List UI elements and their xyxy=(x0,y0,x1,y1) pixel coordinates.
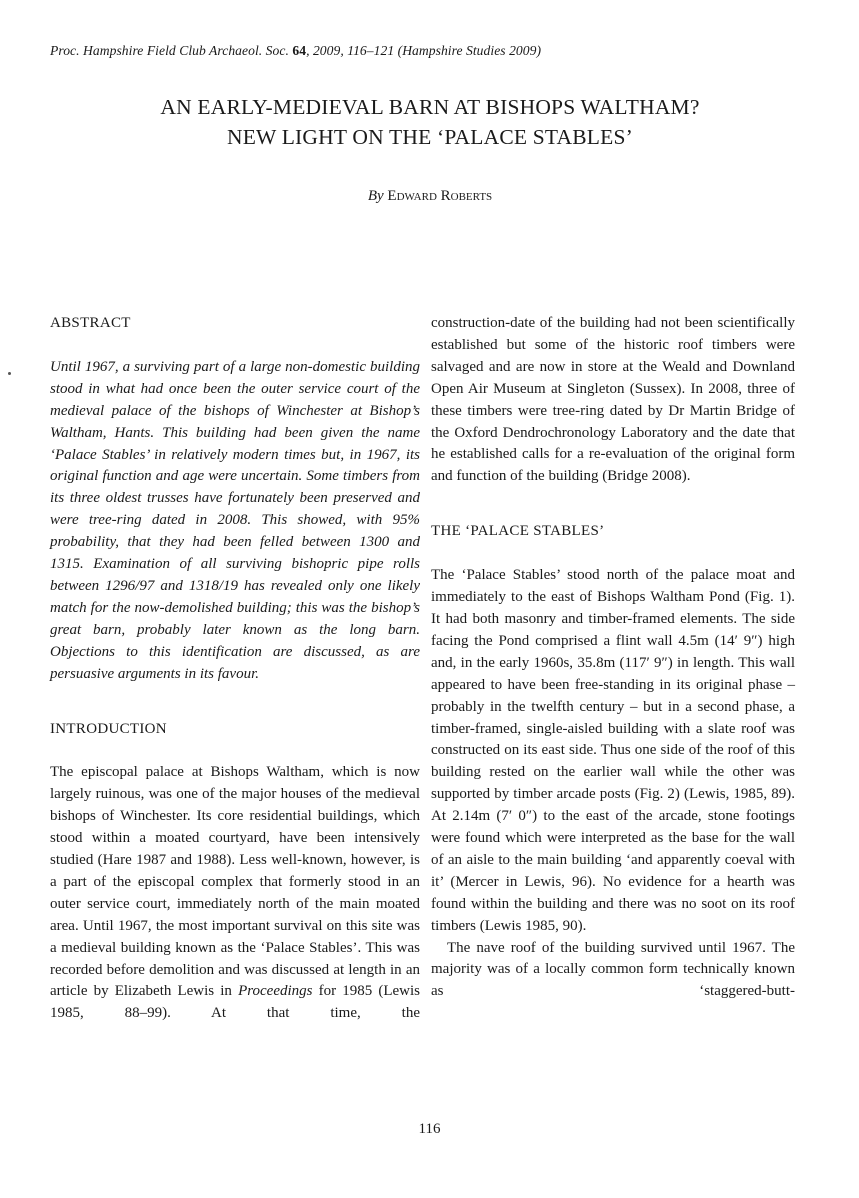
palace-stables-heading: THE ‘PALACE STABLES’ xyxy=(431,523,605,540)
margin-mark xyxy=(8,372,11,375)
byline xyxy=(60,188,800,205)
intro-text-end: for 1985 (Lewis 1985, 88–99). At that time, the xyxy=(50,983,420,1022)
byline-by: By xyxy=(367,188,384,204)
abstract-text: Until 1967, a surviving part of a large non-domestic building stood in what had once been the outer service court of the medieval palace of the bishops of Winchester at Bishop’s Waltham, Hants. This building had been given the name ‘Palace Stables’ in relatively modern times but, in 1967, its original function and age were uncertain. Some timbers from its three oldest trusses have fortunately been preserved and were tree-ring dated in 2008. This showed, with 95% probability, that they had been felled between 1300 and 1315. Examination of all surviving bishopric pipe rolls between 1296/97 and 1318/19 has revealed only one likely match for the now-demolished building; this was the bishop’s great barn, probably later known as the long barn. Objections to this identification are discussed, as are persuasive arguments in its favour. xyxy=(50,358,420,682)
volume-number: 64 xyxy=(292,43,307,58)
introduction-paragraph xyxy=(50,762,420,1025)
journal-name: Proc. Hampshire Field Club Archaeol. Soc. xyxy=(50,43,289,58)
title-line-2: NEW LIGHT ON THE ‘PALACE STABLES’ xyxy=(226,125,633,149)
journal-reference: Proceedings xyxy=(238,983,313,1000)
palace-stables-paragraph-1: The ‘Palace Stables’ stood north of the palace moat and immediately to the east of Bishops Waltham Pond (Fig. 1). It had both masonry and timber-framed elements. The side facing the Pond comprised a flint wall 4.5m (14′ 9″) high and, in the early 1960s, 35.8m (117′ 9″) in length. This wall appeared to have been free-standing in its original phase – probably in the twelfth century – but in a second phase, a timber-framed, single-aisled building with a slate roof was constructed on its east side. Thus one side of the roof of this building rested on the earlier wall while the other was supported by timber arcade posts (Fig. 2) (Lewis, 1985, 89). At 2.14m (7′ 0″) to the east of the arcade, stone footings were found which were interpreted as the base for the wall of an aisle to the main building ‘and apparently coeval with it’ (Mercer in Lewis, 96). No evidence for a hearth was found within the building and there was no soot on its roof timbers (Lewis 1985, 90). xyxy=(431,567,795,934)
journal-details: , 2009, 116–121 (Hampshire Studies 2009) xyxy=(306,43,542,58)
introduction-continued: construction-date of the building had not been scientifically established but some of the historic roof timbers were salvaged and are now in store at the Weald and Downland Open Air Museum at Singleton (Sussex). In 2008, three of these timbers were tree-ring dated by Dr Martin Bridge of the Oxford Dendrochronology Laboratory and the date that he established calls for a re-evaluation of the original form and function of the building (Bridge 2008). xyxy=(431,315,795,485)
author-name: Edward Roberts xyxy=(387,188,493,204)
left-column xyxy=(50,313,420,1025)
title-line-1: AN EARLY-MEDIEVAL BARN AT BISHOPS WALTHAM? xyxy=(160,95,700,119)
intro-text-start: The episcopal palace at Bishops Waltham, which is now largely ruinous, was one of the major houses of the medieval bishops of Winchester. Its core residential buildings, which stood within a moated courtyard, have been intensively studied (Hare 1987 and 1988). Less well-known, however, is a part of the episcopal complex that formerly stood in an outer service court, immediately north of the main moated area. Until 1967, the most important survival on this site was a medieval building known as the ‘Palace Stables’. This was recorded before demolition and was discussed at length in an article by Elizabeth Lewis in xyxy=(50,764,420,1000)
right-column xyxy=(431,313,795,1003)
abstract-heading: ABSTRACT xyxy=(50,315,131,331)
journal-citation xyxy=(50,43,810,59)
article-title xyxy=(60,92,800,152)
page-number: 116 xyxy=(418,1121,441,1137)
palace-stables-paragraph-2: The nave roof of the building survived until 1967. The majority was of a locally common form technically known as ‘staggered-butt- xyxy=(431,939,795,1000)
introduction-heading: INTRODUCTION xyxy=(50,720,167,737)
